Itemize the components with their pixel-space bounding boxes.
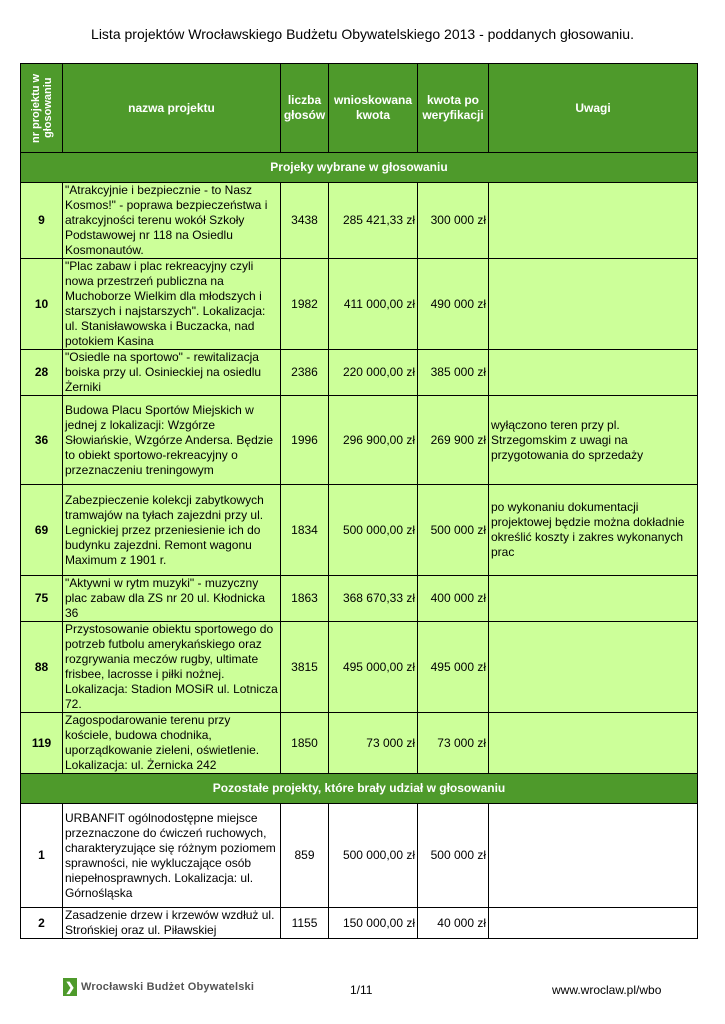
vote-count: 1996 xyxy=(281,396,329,485)
vote-count: 1982 xyxy=(281,259,329,350)
notes xyxy=(489,259,698,350)
vote-count: 1834 xyxy=(281,485,329,576)
project-number: 36 xyxy=(21,396,63,485)
verified-amount: 300 000 zł xyxy=(418,183,489,259)
project-number: 1 xyxy=(21,804,63,908)
project-name: Zagospodarowanie terenu przy kościele, budowa chodnika, uporządkowanie zieleni, oświetlenie. Lokalizacja: ul. Żernicka 242 xyxy=(63,713,281,774)
verified-amount: 73 000 zł xyxy=(418,713,489,774)
notes xyxy=(489,622,698,713)
requested-amount: 500 000,00 zł xyxy=(329,485,418,576)
footer-url: www.wroclaw.pl/wbo xyxy=(552,983,662,997)
project-name: "Osiedle na sportowo" - rewitalizacja boiska przy ul. Osinieckiej na osiedlu Żerniki xyxy=(63,350,281,396)
table-row xyxy=(21,485,698,576)
requested-amount: 495 000,00 zł xyxy=(329,622,418,713)
project-name: "Aktywni w rytm muzyki" - muzyczny plac zabaw dla ZS nr 20 ul. Kłodnicka 36 xyxy=(63,576,281,622)
project-name: "Atrakcyjnie i bezpiecznie - to Nasz Kosmos!" - poprawa bezpieczeństwa i atrakcyjności terenu wokół Szkoły Podstawowej nr 118 na Osiedlu Kosmonautów. xyxy=(63,183,281,259)
header-verified: kwota po weryfikacji xyxy=(418,64,489,153)
vote-count: 3815 xyxy=(281,622,329,713)
table-row xyxy=(21,350,698,396)
section-other-row xyxy=(21,774,698,804)
project-name: URBANFIT ogólnodostępne miejsce przeznaczone do ćwiczeń ruchowych, charakteryzujące się różnym poziomem sprawności, nie wykluczające osób niepełnosprawnych. Lokalizacja: ul. Górnośląska xyxy=(63,804,281,908)
requested-amount: 285 421,33 zł xyxy=(329,183,418,259)
notes xyxy=(489,576,698,622)
project-name: Zasadzenie drzew i krzewów wzdłuż ul. Strońskiej oraz ul. Piławskiej xyxy=(63,908,281,939)
vote-count: 1155 xyxy=(281,908,329,939)
project-number: 75 xyxy=(21,576,63,622)
requested-amount: 500 000,00 zł xyxy=(329,804,418,908)
logo-arrow-icon: ❯ xyxy=(64,980,76,994)
table-row xyxy=(21,622,698,713)
project-name: Przystosowanie obiektu sportowego do potrzeb futbolu amerykańskiego oraz rozgrywania meczów rugby, ultimate frisbee, lacrosse i piłki nożnej. Lokalizacja: Stadion MOSiR ul. Lotnicza 72. xyxy=(63,622,281,713)
project-number: 119 xyxy=(21,713,63,774)
header-nr-label: nr projektu w głosowaniu xyxy=(29,73,54,143)
logo-text: Wrocławski Budżet Obywatelski xyxy=(81,981,255,993)
notes xyxy=(489,908,698,939)
section-selected-title: Projeky wybrane w głosowaniu xyxy=(21,153,698,183)
table-row xyxy=(21,576,698,622)
project-number: 28 xyxy=(21,350,63,396)
verified-amount: 490 000 zł xyxy=(418,259,489,350)
project-number: 9 xyxy=(21,183,63,259)
requested-amount: 73 000 zł xyxy=(329,713,418,774)
header-notes: Uwagi xyxy=(489,64,698,153)
header-nr xyxy=(21,64,63,153)
vote-count: 1850 xyxy=(281,713,329,774)
table-row xyxy=(21,259,698,350)
wbo-logo xyxy=(63,977,254,997)
notes xyxy=(489,350,698,396)
notes: wyłączono teren przy pl. Strzegomskim z uwagi na przygotowania do sprzedaży xyxy=(489,396,698,485)
projects-table xyxy=(20,63,698,939)
verified-amount: 500 000 zł xyxy=(418,804,489,908)
project-number: 69 xyxy=(21,485,63,576)
requested-amount: 296 900,00 zł xyxy=(329,396,418,485)
section-other-title: Pozostałe projekty, które brały udział w głosowaniu xyxy=(21,774,698,804)
section-selected-row xyxy=(21,153,698,183)
table-row xyxy=(21,908,698,939)
table-row xyxy=(21,183,698,259)
verified-amount: 269 900 zł xyxy=(418,396,489,485)
vote-count: 2386 xyxy=(281,350,329,396)
requested-amount: 220 000,00 zł xyxy=(329,350,418,396)
header-row xyxy=(21,64,698,153)
project-name: "Plac zabaw i plac rekreacyjny czyli nowa przestrzeń publiczna na Muchoborze Wielkim dla młodszych i starszych i najstarszych". Lokalizacja: ul. Stanisławowska i Buczacka, nad potokiem Kasina xyxy=(63,259,281,350)
verified-amount: 400 000 zł xyxy=(418,576,489,622)
requested-amount: 150 000,00 zł xyxy=(329,908,418,939)
page-title: Lista projektów Wrocławskiego Budżetu Obywatelskiego 2013 - poddanych głosowaniu. xyxy=(91,26,634,42)
notes xyxy=(489,183,698,259)
table-row xyxy=(21,396,698,485)
header-requested: wnioskowana kwota xyxy=(329,64,418,153)
requested-amount: 411 000,00 zł xyxy=(329,259,418,350)
vote-count: 1863 xyxy=(281,576,329,622)
project-number: 88 xyxy=(21,622,63,713)
page-number: 1/11 xyxy=(350,983,373,997)
table-row xyxy=(21,804,698,908)
notes xyxy=(489,713,698,774)
project-number: 2 xyxy=(21,908,63,939)
verified-amount: 500 000 zł xyxy=(418,485,489,576)
verified-amount: 40 000 zł xyxy=(418,908,489,939)
header-name: nazwa projektu xyxy=(63,64,281,153)
table-row xyxy=(21,713,698,774)
project-name: Zabezpieczenie kolekcji zabytkowych tramwajów na tyłach zajezdni przy ul. Legnickiej przez przeniesienie ich do budynku zajezdni. Remont wagonu Maximum z 1901 r. xyxy=(63,485,281,576)
requested-amount: 368 670,33 zł xyxy=(329,576,418,622)
verified-amount: 495 000 zł xyxy=(418,622,489,713)
notes xyxy=(489,804,698,908)
notes: po wykonaniu dokumentacji projektowej będzie można dokładnie określić koszty i zakres wykonanych prac xyxy=(489,485,698,576)
verified-amount: 385 000 zł xyxy=(418,350,489,396)
vote-count: 859 xyxy=(281,804,329,908)
project-name: Budowa Placu Sportów Miejskich w jednej z lokalizacji: Wzgórze Słowiańskie, Wzgórze Andersa. Będzie to obiekt sportowo-rekreacyjny o przeznaczeniu treningowym xyxy=(63,396,281,485)
header-votes: liczba głosów xyxy=(281,64,329,153)
project-number: 10 xyxy=(21,259,63,350)
vote-count: 3438 xyxy=(281,183,329,259)
